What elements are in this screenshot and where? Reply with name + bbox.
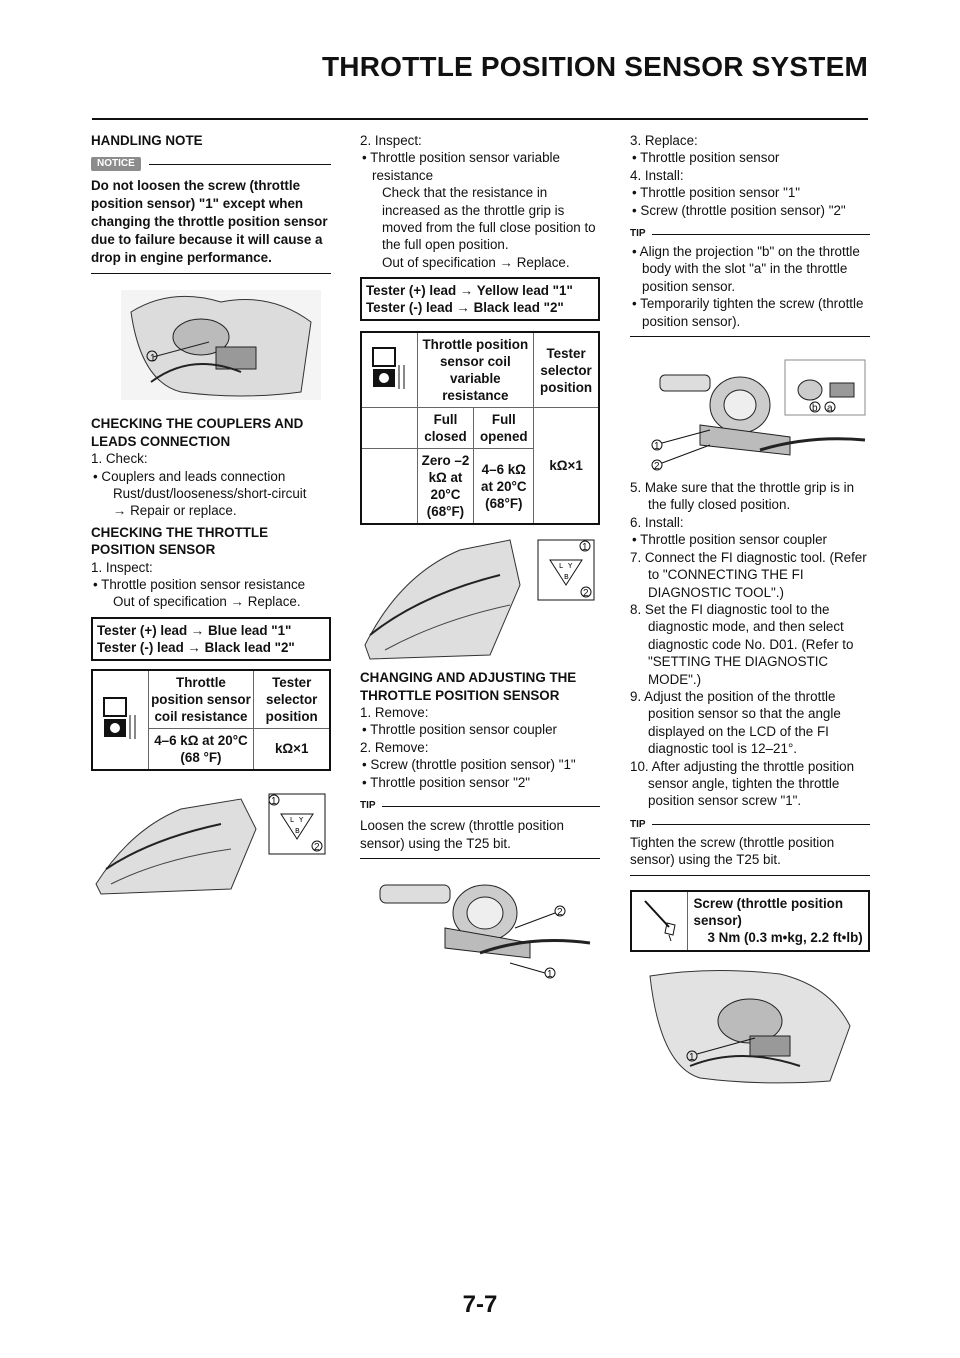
tip-text-4: Tighten the screw (throttle position sensor) using the T25 bit. [630, 834, 835, 868]
tbl2-sub-2: Full opened [474, 408, 534, 449]
step-5: 5. Make sure that the throttle grip is in the fully closed position. [630, 480, 855, 513]
tip-header-3 [630, 227, 870, 241]
tps-install-photo [630, 355, 870, 473]
column-3 [630, 130, 870, 1088]
multimeter-icon-cell [92, 670, 148, 770]
notice-text: Do not loosen the screw (throttle position sensor) "1" except when changing the throttle position sensor due to failure because it will cause a drop in engine performance. [91, 178, 328, 266]
tip-label: TIP [360, 800, 376, 812]
remove-bullet-3: • Throttle position sensor "2" [362, 774, 531, 790]
lead2-line-1: Tester (+) lead → Yellow lead "1" [366, 283, 573, 299]
inspect-detail-1: Check that the resistance in increased as the throttle grip is moved from the full close position to the full open position. [382, 185, 596, 253]
step-6: 6. Install: [630, 514, 684, 530]
coupler-photo-drawing [91, 282, 331, 407]
tip-header [360, 799, 600, 813]
lead2-line-2: Tester (-) lead → Black lead "2" [366, 300, 564, 316]
tbl2-val-1: Zero –2 kΩ at 20°C (68°F) [417, 449, 474, 525]
fig2-letter-y: Y [299, 815, 304, 824]
spec-val-2: kΩ×1 [254, 728, 330, 770]
column-2 [360, 130, 600, 981]
header-rule [92, 118, 868, 120]
spec-table-2 [360, 331, 600, 525]
fig2-letter-l: L [290, 815, 294, 824]
lead-line-2: Tester (-) lead → Black lead "2" [97, 639, 295, 655]
tps-detail: Out of specification → Replace. [113, 594, 301, 610]
tip-text: Loosen the screw (throttle position sensor) using the T25 bit. [360, 818, 564, 851]
tip-end-rule-3 [630, 336, 870, 337]
fig5-callout-1: 1 [689, 1051, 695, 1063]
tip-rule-3 [652, 234, 870, 235]
step-8: 8. Set the FI diagnostic tool to the diagnostic mode, and then select diagnostic code No. D01. (Refer to "SETTING THE DIAGNOSTIC MODE".) [630, 601, 854, 687]
tip-end-rule [360, 858, 600, 859]
lead-box-1 [91, 617, 331, 661]
torque-table [630, 890, 870, 952]
tps-heading: CHECKING THE THROTTLE POSITION SENSOR [91, 524, 269, 558]
tbl2-val-2: 4–6 kΩ at 20°C (68°F) [474, 449, 534, 525]
lead-line-1: Tester (+) lead → Blue lead "1" [97, 622, 292, 638]
step-9: 9. Adjust the position of the throttle position sensor so that the angle displayed on the LCD of the FI diagnostic tool is 12–21°. [630, 688, 841, 757]
torque-cell [687, 891, 869, 951]
tbl2-head-1: Throttle position sensor coil variable resistance [417, 332, 534, 408]
coupler-bullet: • Couplers and leads connection [93, 468, 286, 484]
tip-bullet-2: • Temporarily tighten the screw (throttle position sensor). [632, 296, 864, 329]
spec-table-1 [91, 669, 331, 771]
throttle-body-photo [360, 873, 600, 981]
install-step-4: 4. Install: [630, 167, 684, 183]
inspect-step-2: 2. Inspect: [360, 133, 422, 148]
tip-label-3: TIP [630, 228, 646, 240]
multimeter-icon [100, 695, 140, 741]
fig-letter-b: B [564, 573, 569, 582]
page-title: THROTTLE POSITION SENSOR SYSTEM [321, 51, 868, 82]
tbl2-val-3: kΩ×1 [534, 408, 599, 525]
lead-box-2-cell [361, 278, 599, 320]
remove-step-2: 2. Remove: [360, 739, 429, 755]
remove-step-1: 1. Remove: [360, 705, 429, 721]
lead-box-1-cell [92, 618, 330, 660]
step-7: 7. Connect the FI diagnostic tool. (Refer to "CONNECTING THE FI DIAGNOSTIC TOOL".) [630, 549, 867, 600]
fig3-callout-1: 1 [547, 968, 553, 980]
tip-rule [382, 806, 600, 807]
torque-icon-cell [631, 891, 687, 951]
wrench-icon [639, 895, 679, 943]
step-6-bullet: • Throttle position sensor coupler [632, 532, 827, 548]
tbl2-sub-1: Full closed [417, 408, 474, 449]
wiring-photo-1-drawing [91, 789, 331, 899]
fig4-callout-1: 1 [654, 441, 660, 453]
tip-header-4 [630, 818, 870, 832]
multimeter-icon-2 [369, 345, 409, 391]
fig2-letter-b: B [295, 826, 300, 835]
inspect-bullet: • Throttle position sensor variable resistance [362, 150, 560, 183]
tbl2-empty [361, 408, 417, 449]
tps-step-1: 1. Inspect: [91, 559, 153, 575]
fig4-callout-a: a [827, 403, 833, 415]
step-10: 10. After adjusting the throttle position sensor angle, tighten the throttle position sensor screw "1". [630, 758, 855, 809]
fig4-callout-b: b [812, 403, 818, 415]
changing-heading: CHANGING AND ADJUSTING THE THROTTLE POSITION SENSOR [360, 670, 577, 703]
multimeter-icon-cell-2 [361, 332, 417, 408]
fig4-callout-2: 2 [654, 461, 660, 473]
tbl2-empty-2 [361, 449, 417, 525]
spec-col-1-head: Throttle position sensor coil resistance [148, 670, 254, 729]
tps-screw-photo [630, 966, 870, 1088]
coupler-photo [91, 282, 331, 407]
notice-rule [149, 164, 331, 165]
wiring-photo-2 [360, 535, 600, 663]
spec-col-2-head: Tester selector position [254, 670, 330, 729]
fig-letter-y: Y [568, 562, 573, 571]
callout-1-label: 1 [150, 353, 156, 365]
tps-screw-drawing [630, 966, 870, 1088]
install-bullet-a: • Throttle position sensor "1" [632, 185, 801, 201]
inspect-detail-2: Out of specification → Replace. [382, 254, 570, 270]
replace-bullet: • Throttle position sensor [632, 150, 780, 166]
throttle-body-drawing [360, 873, 600, 981]
spec-val-1: 4–6 kΩ at 20°C (68 °F) [148, 728, 254, 770]
notice-end-rule [91, 273, 331, 274]
install-bullet-b: • Screw (throttle position sensor) "2" [632, 202, 846, 218]
wiring-photo-2-drawing [360, 535, 600, 663]
coupler-detail-2: → Repair or replace. [113, 503, 237, 519]
coupler-step-1: 1. Check: [91, 451, 148, 467]
wiring-photo-1 [91, 789, 331, 899]
fig-letter-l: L [559, 562, 563, 571]
coupler-detail-1: Rust/dust/looseness/short-circuit [113, 486, 307, 502]
tip-bullet-1: • Align the projection "b" on the throttle body with the slot "a" in the throttle position sensor. [632, 244, 860, 294]
notice-badge: NOTICE [91, 157, 141, 171]
remove-bullet-2: • Screw (throttle position sensor) "1" [362, 757, 576, 773]
lead-box-2 [360, 277, 600, 321]
column-1 [91, 130, 331, 899]
tip-label-4: TIP [630, 819, 646, 831]
replace-step-3: 3. Replace: [630, 133, 698, 148]
torque-value: 3 Nm (0.3 m•kg, 2.2 ft•lb) [707, 930, 863, 946]
fig-callout-1: 1 [582, 542, 588, 554]
handling-note-heading: HANDLING NOTE [91, 133, 203, 148]
page-number: 7-7 [462, 1291, 498, 1318]
tps-bullet: • Throttle position sensor resistance [93, 577, 306, 593]
fig-callout-2: 2 [583, 588, 589, 600]
tip-end-rule-4 [630, 875, 870, 876]
fig3-callout-2: 2 [557, 906, 563, 918]
remove-bullet-1: • Throttle position sensor coupler [362, 722, 557, 738]
fig2-callout-2: 2 [314, 841, 320, 853]
notice-header [91, 157, 331, 171]
tbl2-head-2: Tester selector position [534, 332, 599, 408]
torque-title: Screw (throttle position sensor) [693, 896, 844, 929]
tip-rule-4 [652, 824, 870, 825]
fig2-callout-1: 1 [271, 795, 277, 807]
tps-install-drawing [630, 355, 870, 473]
coupler-heading: CHECKING THE COUPLERS AND LEADS CONNECTION [91, 416, 304, 449]
